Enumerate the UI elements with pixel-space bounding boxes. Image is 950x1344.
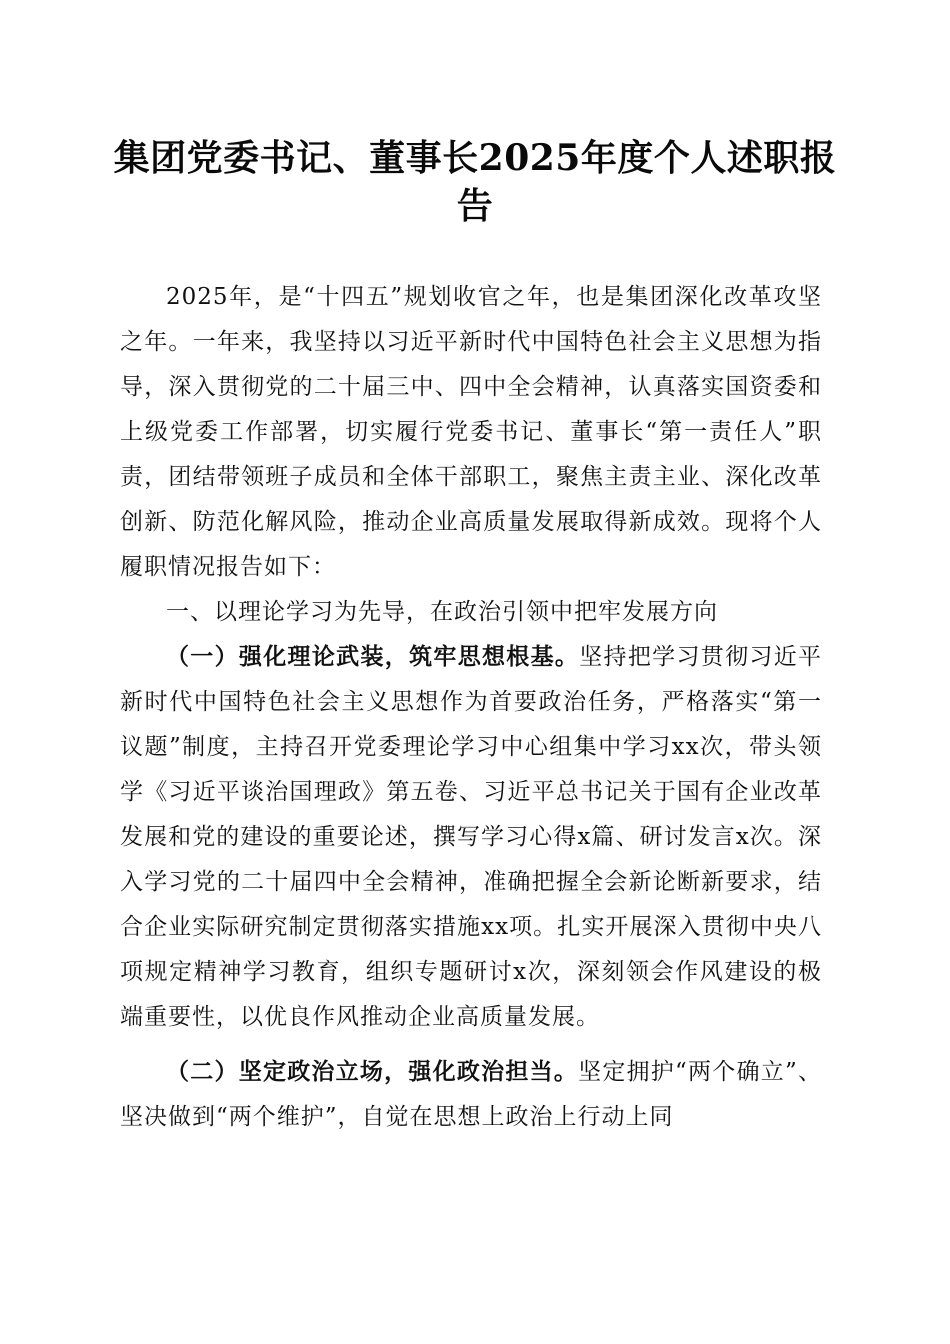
document-body (120, 275, 822, 1140)
paragraph-gap (120, 1040, 822, 1050)
subsection-2-text: 坚定拥护“两个确立”、坚决做到“两个维护”，自觉在思想上政治上行动上同 (120, 1059, 822, 1130)
subsection-1-paragraph (120, 635, 822, 1040)
section-heading: 一、以理论学习为先导，在政治引领中把牢发展方向 (166, 599, 718, 625)
subsection-1-title: （一）强化理论武装，筑牢思想根基。 (166, 644, 580, 670)
document-title: 集团党委书记、董事长2025年度个人述职报告 (113, 137, 837, 227)
subsection-2-paragraph (120, 1050, 822, 1140)
intro-paragraph: 2025年，是“十四五”规划收官之年，也是集团深化改革攻坚之年。一年来，我坚持以习近平新时代中国特色社会主义思想为指导，深入贯彻党的二十届三中、四中全会精神，认真落实国资委和上级党委工作部署，切实履行党委书记、董事长“第一责任人”职责，团结带领班子成员和全体干部职工，聚焦主责主业、深化改革创新、防范化解风险，推动企业高质量发展取得新成效。现将个人履职情况报告如下： (120, 284, 822, 580)
subsection-1-text: 坚持把学习贯彻习近平新时代中国特色社会主义思想作为首要政治任务，严格落实“第一议题”制度，主持召开党委理论学习中心组集中学习xx次，带头领学《习近平谈治国理政》第五卷、习近平总书记关于国有企业改革发展和党的建设的重要论述，撰写学习心得x篇、研讨发言x次。深入学习党的二十届四中全会精神，准确把握全会新论断新要求，结合企业实际研究制定贯彻落实措施xx项。扎实开展深入贯彻中央八项规定精神学习教育，组织专题研讨x次，深刻领会作风建设的极端重要性，以优良作风推动企业高质量发展。 (120, 644, 823, 1030)
subsection-2-title: （二）坚定政治立场，强化政治担当。 (166, 1059, 579, 1085)
